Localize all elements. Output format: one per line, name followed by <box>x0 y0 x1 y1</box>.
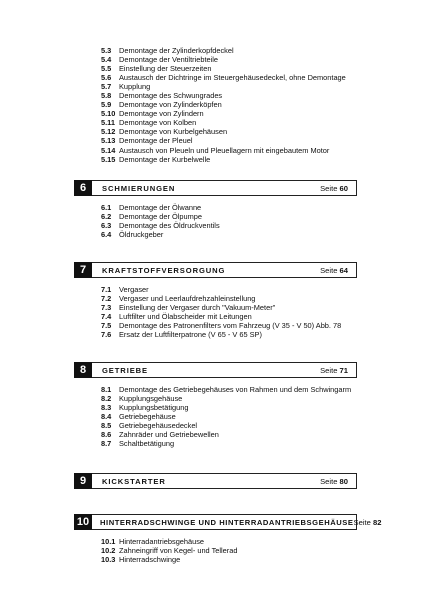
chapter-6-header[interactable] <box>74 180 357 196</box>
list-item: 10.2 Zahneingriff von Kegel- und Tellerad <box>101 546 238 556</box>
chapter-number: 6 <box>74 180 92 196</box>
list-item: 5.11 Demontage von Kolben <box>101 118 197 128</box>
chapter-number: 8 <box>74 362 92 378</box>
chapter-6-items <box>101 203 220 239</box>
list-item: 5.10 Demontage von Zylindern <box>101 109 204 119</box>
list-item: 5.15 Demontage der Kurbelwelle <box>101 154 211 164</box>
chapter-10-items <box>101 537 237 564</box>
list-item: 7.2 Vergaser und Leerlaufdrehzahleinstellung <box>101 294 256 304</box>
list-item: 6.1 Demontage der Ölwanne <box>101 203 202 212</box>
chapter-page: Seite 82 <box>353 517 382 527</box>
section-5-items <box>101 46 346 164</box>
chapter-number: 10 <box>74 514 92 530</box>
list-item: 7.1 Vergaser <box>101 285 149 294</box>
list-item: 5.7 Kupplung <box>101 82 151 92</box>
list-item: 8.4 Getriebegehäuse <box>101 412 176 422</box>
list-item: 6.3 Demontage des Öldruckventils <box>101 221 220 231</box>
list-item: 8.2 Kupplungsgehäuse <box>101 394 183 404</box>
list-item: 5.5 Einstellung der Steuerzeiten <box>101 64 212 74</box>
chapter-page: Seite 71 <box>320 365 348 375</box>
chapter-7-items <box>101 285 341 339</box>
list-item: 7.3 Einstellung der Vergaser durch "Vakuum-Meter" <box>101 303 276 313</box>
chapter-title: SCHMIERUNGEN <box>102 183 176 193</box>
chapter-8-header[interactable] <box>74 362 357 378</box>
chapter-title: KICKSTARTER <box>102 476 166 486</box>
list-item: 5.13 Demontage der Pleuel <box>101 136 193 146</box>
list-item: 5.9 Demontage von Zylinderköpfen <box>101 100 222 110</box>
chapter-8-items <box>101 385 351 448</box>
list-item: 8.1 Demontage des Getriebegehäuses von Rahmen und dem Schwingarm <box>101 385 352 394</box>
list-item: 5.12 Demontage von Kurbelgehäusen <box>101 127 228 137</box>
chapter-title: HINTERRADSCHWINGE UND HINTERRADANTRIEBSGEHÄUSE <box>100 517 354 527</box>
list-item: 8.5 Getriebegehäusedeckel <box>101 421 198 431</box>
list-item: 10.1 Hinterradantriebsgehäuse <box>101 537 205 546</box>
chapter-number: 7 <box>74 262 92 278</box>
chapter-9-header[interactable] <box>74 473 357 489</box>
list-item: 8.6 Zahnräder und Getriebewellen <box>101 430 219 440</box>
chapter-number: 9 <box>74 473 92 489</box>
chapter-10-header[interactable] <box>74 514 382 530</box>
chapter-title: GETRIEBE <box>102 365 149 375</box>
list-item: 8.7 Schaltbetätigung <box>101 439 175 449</box>
chapter-title: KRAFTSTOFFVERSORGUNG <box>102 265 226 275</box>
list-item: 6.2 Demontage der Ölpumpe <box>101 212 202 222</box>
chapter-page: Seite 80 <box>320 476 348 486</box>
list-item: 8.3 Kupplungsbetätigung <box>101 403 189 413</box>
list-item: 5.4 Demontage der Ventiltriebteile <box>101 55 219 65</box>
list-item: 5.8 Demontage des Schwungrades <box>101 91 223 101</box>
list-item: 5.6 Austausch der Dichtringe im Steuergehäusedeckel, ohne Demontage <box>101 73 346 83</box>
list-item: 7.6 Ersatz der Luftfilterpatrone (V 65 - V 65 SP) <box>101 330 262 340</box>
list-item: 7.4 Luftfilter und Ölabscheider mit Leitungen <box>101 312 252 322</box>
list-item: 7.5 Demontage des Patronenfilters vom Fahrzeug (V 35 - V 50) Abb. 78 <box>101 321 342 331</box>
chapter-7-header[interactable] <box>74 262 357 278</box>
list-item: 5.3 Demontage der Zylinderkopfdeckel <box>101 46 234 55</box>
list-item: 5.14 Austausch von Pleueln und Pleuellagern mit eingebautem Motor <box>101 145 330 155</box>
list-item: 6.4 Öldruckgeber <box>101 230 164 240</box>
list-item: 10.3 Hinterradschwinge <box>101 555 181 565</box>
chapter-page: Seite 64 <box>320 265 348 275</box>
chapter-page: Seite 60 <box>320 183 348 193</box>
